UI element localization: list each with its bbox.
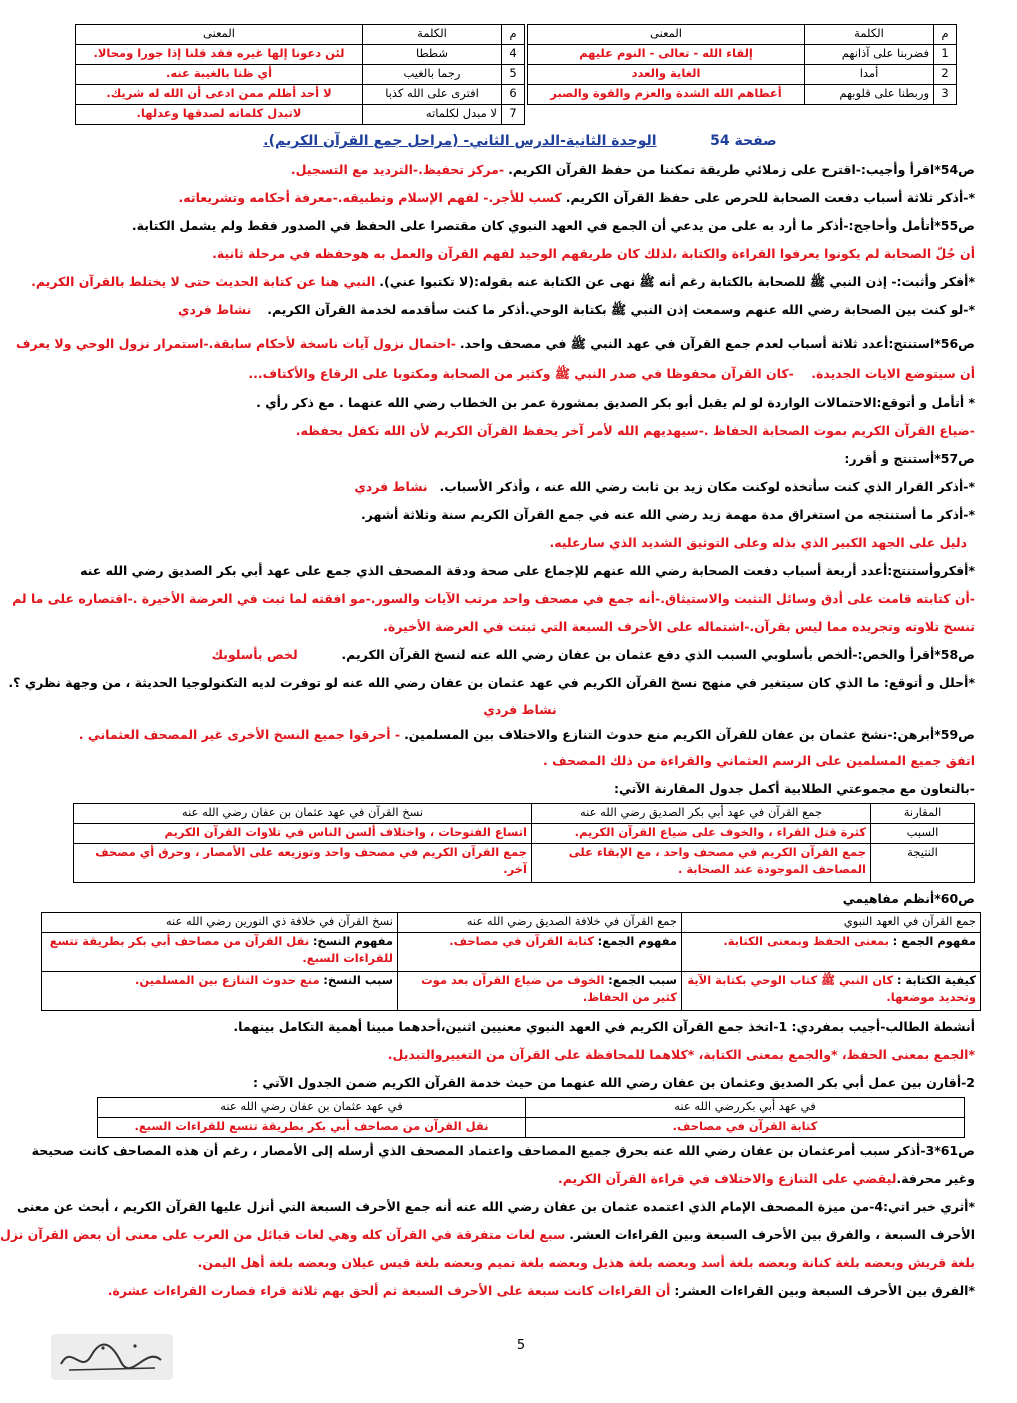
- text-line: *أفكر وأثبت:- إذن النبي ﷺ للصحابة بالكتابة رغم أنه ﷺ نهى عن الكتابة عنه بقوله:(لا تكتبوا عني). النبي هنا عن كتابة الحديث حتى لا يختلط بالقرآن الكريم.: [31, 274, 975, 289]
- lesson-heading: [65, 131, 975, 151]
- text-line: *-لو كنت بين الصحابة رضي الله عنهم وسمعت إذن النبي ﷺ بكتابة الوحي.أذكر ما كنت سأقدمه لخدمة القرآن الكريم. نشاط فردي: [178, 302, 975, 317]
- comparison-table: [73, 803, 975, 883]
- text-line: أن جُلّ الصحابة لم يكونوا يعرفوا القراءة والكتابة ،لذلك كان طريقهم الوحيد لفهم القرآن والعمل به هوحفظه في مرحلة ثانية.: [212, 246, 975, 261]
- signature-logo: [51, 1334, 173, 1380]
- vocab-meaning: لئن دعونا إلها غيره فقد قلنا إذا جورا ومحالا.: [76, 45, 363, 65]
- text-line: ص59*أبرهن:-نشخ عثمان بن عفان للقرآن الكريم منع حدوث التنازع والاختلاف بين المسلمين. - أحرقوا جميع النسخ الأخرى غير المصحف العثماني .: [78, 727, 975, 742]
- vocab-meaning: الغاية والعدد: [528, 65, 805, 85]
- small-header: في عهد أبي بكررضي الله عنه: [526, 1098, 965, 1118]
- text-line: الأحرف السبعة ، والفرق بين الأحرف السبعة وبين القراءات العشر. سبع لغات متفرقة في القرآن كله وهي لغات قبائل من العرب على معنى أن بعض القرآن نزل: [0, 1227, 975, 1242]
- text-line: 2-أقارن بين عمل أبي بكر الصديق وعثمان بن عفان رضي الله عنهما من حيث خدمة القرآن الكريم ضمن الجدول الآتي :: [252, 1075, 975, 1090]
- text-line: *-أذكر القرار الذي كنت سأتخذه لوكنت مكان زيد بن ثابت رضي الله عنه ، وأذكر الأسباب. نشاط فردي: [354, 479, 975, 494]
- vocab-word: أمدا: [805, 65, 934, 85]
- compare-header: جمع القرآن في عهد أبي بكر الصديق رضي الله عنه: [532, 804, 871, 824]
- vocab-num: 4: [502, 45, 525, 65]
- text-line: ص57*أستنتج و أقرر:: [844, 451, 975, 466]
- text-line: ص61*3-أذكر سبب أمرعثمان بن عفان رضي الله عنه بحرق جميع المصاحف واعتماد المصحف الذي أرسله إلى الأمصار ، رغم أن هذه المصاحف كانت صحيحة: [31, 1143, 975, 1158]
- compare-label: السبب: [871, 824, 975, 844]
- vocab-table-right: [527, 24, 957, 105]
- signature-icon: [51, 1334, 173, 1380]
- text-line: * أتأمل و أتوقع:الاحتمالات الواردة لو لم يقبل أبو بكر الصديق بمشورة عمر بن الخطاب رضي الله عنهما . مع ذكر رأي .: [256, 395, 975, 410]
- text-line: -أن كتابته قامت على أدق وسائل التثبت والاستيثاق.-أنه جمع في مصحف واحد مرتب الآيات والسور.-مو افقته لما ثبت في العرضة الأخيرة .-اقتصاره على ما لم: [12, 591, 975, 606]
- vocab-word: افترى على الله كذبا: [363, 85, 502, 105]
- vocab-header-meaning: المعنى: [76, 25, 363, 45]
- text-line: *أثري خبر اتي:4-من ميزة المصحف الإمام الذي اعتمده عثمان بن عفان رضي الله عنه أنه جمع الأحرف السبعة التي أنزل عليها القرآن الكريم ، أبحث عن معنى: [17, 1199, 975, 1214]
- text-line: اتفق جميع المسلمين على الرسم العثماني والقراءة من ذلك المصحف .: [542, 753, 975, 768]
- vocab-header-word: الكلمة: [363, 25, 502, 45]
- text-line: ص54*اقرأ وأجيب:-اقترح على زملائي طريقة تمكننا من حفظ القرآن الكريم. -مركز تحفيظ.-الترديد مع التسجيل.: [290, 162, 975, 177]
- text-line: -ضياع القرآن الكريم بموت الصحابة الحفاظ .-سيهديهم الله لأمر آخر يحفظ القرآن الكريم لأن الله تكفل بحفظه.: [295, 423, 975, 438]
- compare-cell: كثرة قتل القراء ، والخوف على ضياع القرآن الكريم.: [532, 824, 871, 844]
- compare-header: نسخ القرآن في عهد عثمان بن عفان رضي الله عنه: [74, 804, 532, 824]
- compare-cell: جمع القرآن الكريم في مصحف واحد ، مع الإبقاء على المصاحف الموجودة عند الصحابة .: [532, 844, 871, 883]
- vocab-word: لا مبدل لكلماته: [363, 105, 502, 125]
- organize-cell: مفهوم الجمع: كتابة القرآن في مصاحف.: [398, 933, 682, 972]
- compare-label: النتيجة: [871, 844, 975, 883]
- vocab-word: فضربنا على آذانهم: [805, 45, 934, 65]
- vocab-num: 1: [934, 45, 957, 65]
- heading-page: صفحة 54: [710, 133, 777, 149]
- text-line: تنسخ تلاوته وتجريده مما ليس بقرآن.-اشتماله على الأحرف السبعة التي ثبتت في العرضة الأخيرة.: [383, 619, 975, 634]
- vocab-num: 2: [934, 65, 957, 85]
- text-line: *أحلل و أتوقع: ما الذي كان سيتغير في منهج نسخ القرآن الكريم في عهد عثمان بن عفان رضي الله عنه لو توفرت لديه التكنولوجيا الحديثة ، من وجهة نظري ؟.: [8, 675, 975, 690]
- organize-title: ص60*أنظم مفاهيمي: [842, 891, 975, 906]
- vocab-meaning: أعطاهم الله الشدة والعزم والقوة والصبر: [528, 85, 805, 105]
- text-line: نشاط فردي: [483, 702, 557, 717]
- vocab-word: رجما بالغيب: [363, 65, 502, 85]
- organize-cell: سبب النسخ: منع حدوث التنازع بين المسلمين.: [42, 972, 398, 1011]
- vocab-num: 5: [502, 65, 525, 85]
- text-line: *-أذكر ثلاثة أسباب دفعت الصحابة للحرص على حفظ القرآن الكريم. كسب للأجر.- لفهم الإسلام وتطبيقه.-معرفة أحكامه وتشريعاته.: [178, 190, 975, 205]
- text-line: *أفكروأستنتج:أعدد أربعة أسباب دفعت الصحابة رضي الله عنهم للإجماع على صحة ودقة المصحف الذي جمع على عهد أبي بكر الصديق رضي الله عنه: [80, 563, 975, 578]
- compare-header: المقارنة: [871, 804, 975, 824]
- small-compare-table: [97, 1097, 965, 1138]
- text-line: دليل على الجهد الكبير الذي بذله وعلى التوثيق الشديد الذي سارعليه.: [549, 535, 967, 550]
- text-line: ص58*أقرأ والخص:-ألخص بأسلوبي السبب الذي دفع عثمان بن عفان رضي الله عنه لنسخ القرآن الكريم. لخص بأسلوبك: [211, 647, 975, 662]
- vocab-header-num: م: [502, 25, 525, 45]
- text-line: وغير محرفة.ليقضي على التنازع والاختلاف في قراءة القرآن الكريم.: [558, 1171, 975, 1186]
- vocab-meaning: إلقاء الله - تعالى - النوم عليهم: [528, 45, 805, 65]
- vocab-table-left: [75, 24, 525, 125]
- organize-cell: مفهوم الجمع : بمعنى الحفظ وبمعنى الكتابة.: [682, 933, 981, 972]
- organize-cell: سبب الجمع: الخوف من ضياع القرآن بعد موت كثير من الحفاظ.: [398, 972, 682, 1011]
- vocab-meaning: لاتبدل كلماته لصدقها وعدلها.: [76, 105, 363, 125]
- heading-unit: الوحدة الثانية-الدرس الثاني- (مراحل جمع القرآن الكريم).: [263, 133, 657, 149]
- vocab-word: شططا: [363, 45, 502, 65]
- organize-header: نسخ القرآن في خلافة ذي النورين رضي الله عنه: [42, 913, 398, 933]
- text-line: أن سيتوضع الايات الجديدة. -كان القرآن محفوظا في صدر النبي ﷺ وكثير من الصحابة ومكتوبا على الرقاع والأكتاف...: [248, 366, 975, 381]
- vocab-header-word: الكلمة: [805, 25, 934, 45]
- vocab-word: وربطنا على قلوبهم: [805, 85, 934, 105]
- small-cell: نقل القرآن من مصاحف أبي بكر بطريقة تتسع للقراءات السبع.: [98, 1118, 526, 1138]
- organize-header: جمع القرآن في العهد النبوي: [682, 913, 981, 933]
- vocab-num: 6: [502, 85, 525, 105]
- small-cell: كتابة القرآن في مصاحف.: [526, 1118, 965, 1138]
- organize-header: جمع القرآن في خلافة الصديق رضي الله عنه: [398, 913, 682, 933]
- organize-cell: مفهوم النسخ: نقل القرآن من مصاحف أبي بكر بطريقة تتسع للقراءات السبع.: [42, 933, 398, 972]
- page-number: 5: [516, 1338, 526, 1353]
- vocab-num: 3: [934, 85, 957, 105]
- text-line: بلغة قريش وبعضه بلغة كنانة وبعضه بلغة أسد وبعضه بلغة هذيل وبعضه بلغة تميم وبعضه بلغة قيس عيلان وبعضه بلغة أهل اليمن.: [197, 1255, 975, 1270]
- compare-cell: اتساع الفتوحات ، واختلاف ألسن الناس في تلاوات القرآن الكريم: [74, 824, 532, 844]
- text-line: -بالتعاون مع مجموعتي الطلابية أكمل جدول المقارنة الآتي:: [614, 781, 975, 796]
- vocab-header-num: م: [934, 25, 957, 45]
- text-line: *الجمع بمعنى الحفظ، *والجمع بمعنى الكتابة، *كلاهما للمحافظة على القرآن من التغييروالتبديل.: [387, 1047, 975, 1062]
- small-header: في عهد عثمان بن عفان رضي الله عنه: [98, 1098, 526, 1118]
- text-line: ص56*استنتج:أعدد ثلاثة أسباب لعدم جمع القرآن في عهد النبي ﷺ في مصحف واحد. -احتمال نزول آيات ناسخة لأحكام سابقة.-استمرار نزول الوحي ولا يعرف: [16, 336, 975, 351]
- text-line: أنشطة الطالب-أجيب بمفردي: 1-اتخذ جمع القرآن الكريم في العهد النبوي معنيين اثنين،أحدهما مبينا أهمية التكامل بينهما.: [233, 1019, 975, 1034]
- text-line: *-أذكر ما أستنتجه من استغراق مدة مهمة زيد رضي الله عنه في جمع القرآن الكريم سنة وثلاثة أشهر.: [360, 507, 975, 522]
- vocab-meaning: لا أحد أظلم ممن ادعى أن الله له شريك.: [76, 85, 363, 105]
- vocab-meaning: أي ظنا بالغيبة عنه.: [76, 65, 363, 85]
- compare-cell: جمع القرآن الكريم في مصحف واحد وتوزيعه على الأمصار ، وحرق أي مصحف آخر.: [74, 844, 532, 883]
- vocab-num: 7: [502, 105, 525, 125]
- organize-cell: كيفية الكتابة : كان النبي ﷺ كتاب الوحي بكتابة الآية وتحديد موضعها.: [682, 972, 981, 1011]
- vocab-header-meaning: المعنى: [528, 25, 805, 45]
- organize-table: [41, 912, 981, 1011]
- text-line: *الفرق بين الأحرف السبعة وبين القراءات العشر: أن القراءات كانت سبعة على الأحرف السبعة ثم ألحق بهم ثلاثة قراء فصارت القراءات عشرة.: [107, 1283, 975, 1298]
- text-line: ص55*أتأمل وأحاجج:-أذكر ما أرد به على من يدعي أن الجمع في العهد النبوي كان مقتصرا على الحفظ في الصدور فقط ولم يشمل الكتابة.: [131, 218, 975, 233]
